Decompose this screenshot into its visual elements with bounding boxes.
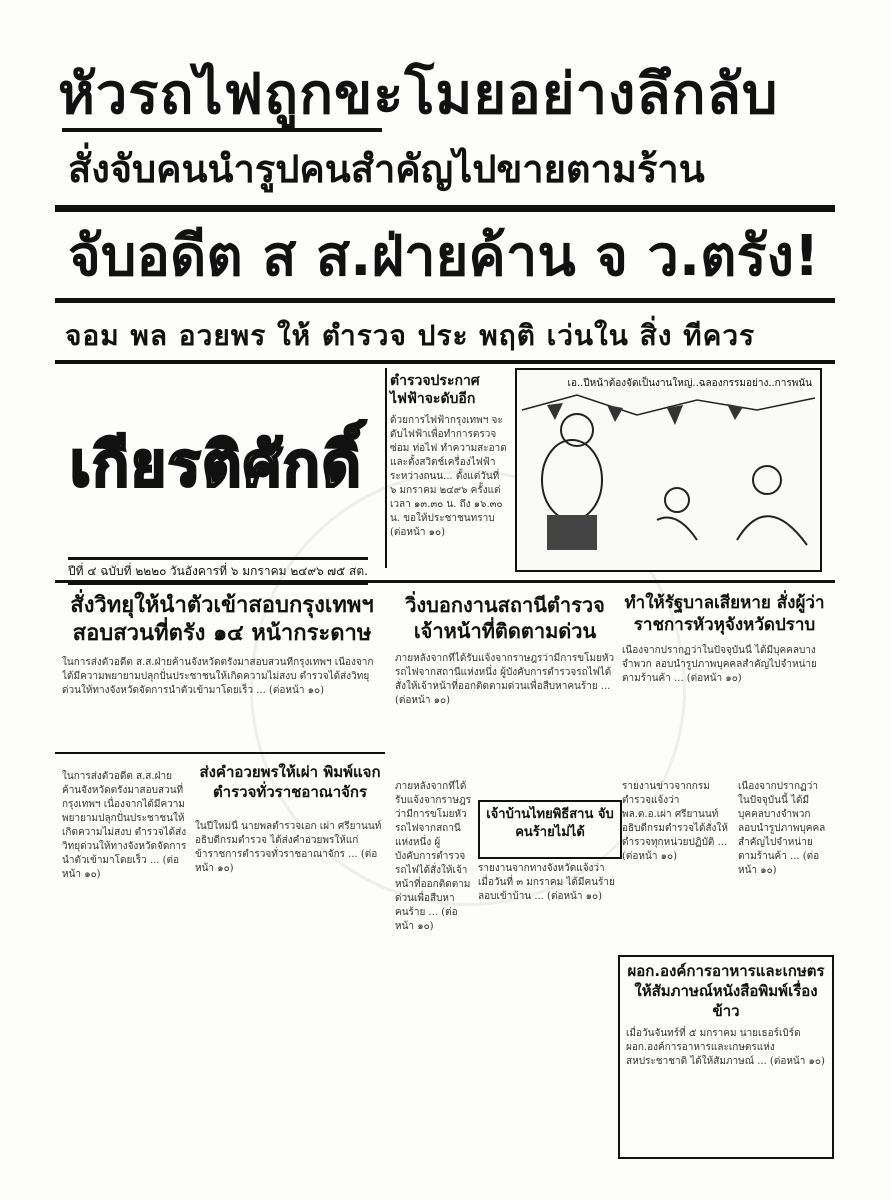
article-text: ภายหลังจากที่ได้รับแจ้งจากราษฎรว่ามีการขโมยหัวรถไฟจากสถานีแห่งหนึ่ง ผู้บังคับการตำรวจรถไฟได้สั่งให้เจ้าหน้าที่ออกติดตามด่วนเพื่อสืบหาคนร้าย ... (ต่อหน้า ๑๐)	[395, 653, 615, 706]
editorial-cartoon	[515, 368, 822, 572]
police-notice-text: ด้วยการไฟฟ้ากรุงเทพฯ จะดับไฟฟ้าเพื่อทำการตรวจซ่อม ท่อไฟ ทำความสะอาดและตั้งสวิตช์เครื่องไฟฟ้า ระหว่างถนน... ตั้งแต่วันที่ ๖ มกราคม ๒๔๙๖ ครั้งแต่เวลา ๑๓.๓๐ น. ถึง ๑๖.๓๐ น. ขอให้ประชาชนทราบ (ต่อหน้า ๑๐)	[390, 415, 507, 538]
article-title: วิ่งบอกงานสถานีตำรวจ เจ้าหน้าที่ติดตามด่วน	[405, 593, 605, 643]
article-governor	[622, 592, 827, 772]
article-trang	[62, 592, 382, 732]
cartoon-caption: เอ..ปีหน้าต้องจัดเป็นงานใหญ่..ฉลองกรรมอย่าง..การพนัน	[567, 378, 812, 389]
article-station	[395, 592, 615, 772]
article-title: สั่งวิทยุให้นำตัวเข้าสอบกรุงเทพฯ สอบสวนที่ตรัง ๑๔ หน้ากระดาษ	[70, 593, 374, 646]
issue-date: วันอังคารที่ ๖ มกราคม ๒๔๙๖	[169, 564, 324, 578]
article-greeting	[195, 762, 385, 822]
police-notice-title: ตำรวจประกาศ ไฟฟ้าจะดับอีก	[390, 373, 480, 407]
article-title: ทำให้รัฐบาลเสียหาย สั่งผู้ว่าราชการหัวหุจังหวัดปราบ	[624, 593, 825, 635]
article-text: ในการส่งตัวอดีต ส.ส.ฝ่ายค้านจังหวัดตรังมาสอบสวนที่กรุงเทพฯ เนื่องจากได้มีความพยายามปลุกปั่นประชาชนให้เกิดความไม่สงบ ตำรวจได้ส่งวิทยุด่วนให้ทางจังหวัดจัดการนำตัวเข้ามาโดยเร็ว ... (ต่อหน้า ๑๐)	[62, 771, 187, 880]
article-title: เจ้าบ้านไทยพิธีสาน จับคนร้ายไม่ได้	[486, 807, 614, 840]
main-headline: หัวรถไฟถูกขะโมยอย่างลึกลับ	[58, 62, 779, 127]
masthead-title: เกียรติศักดิ์	[70, 430, 363, 500]
divider	[55, 205, 835, 212]
article-text: รายงานจากทางจังหวัดแจ้งว่า เมื่อวันที่ ๓ มกราคม ได้มีคนร้ายลอบเข้าบ้าน ... (ต่อหน้า ๑๐)	[478, 863, 615, 902]
divider	[55, 752, 385, 754]
police-notice	[390, 372, 508, 572]
banner-headline: จับอดีต ส ส.ฝ่ายค้าน จ ว.ตรัง!	[68, 224, 820, 289]
divider	[55, 360, 835, 364]
divider	[55, 580, 835, 583]
article-text: ในการส่งตัวอดีต ส.ส.ฝ่ายค้านจังหวัดตรังมาสอบสวนที่กรุงเทพฯ เนื่องจากได้มีความพยายามปลุกปั่นประชาชนให้เกิดความไม่สงบ ตำรวจได้ส่งวิทยุด่วนให้ทางจังหวัดจัดการนำตัวเข้ามาโดยเร็ว ... (ต่อหน้า ๑๐)	[62, 657, 374, 696]
sub-headline: สั่งจับคนนำรูปคนสำคัญไปขายตามร้าน	[68, 147, 705, 191]
article-thief-box	[478, 800, 622, 859]
article-text: เนื่องจากปรากฏว่าในปัจจุบันนี้ ได้มีบุคคลบางจำพวก ลอบนำรูปภาพบุคคลสำคัญไปจำหน่ายตามร้านค้า ... (ต่อหน้า ๑๐)	[622, 645, 817, 684]
article-text: รายงานข่าวจากกรมตำรวจแจ้งว่า พล.ต.อ.เผ่า ศรียานนท์ อธิบดีกรมตำรวจได้สั่งให้ตำรวจทุกหน่วยปฏิบัติ ... (ต่อหน้า ๑๐)	[622, 781, 728, 862]
column-rule	[385, 368, 387, 568]
issue-price: ๗๕ สต.	[327, 564, 368, 578]
issue-number: ปีที่ ๔ ฉบับที่ ๒๒๒๐	[68, 564, 167, 578]
article-text: เมื่อวันจันทร์ที่ ๕ มกราคม นายเธอร์เบิร์ด ผอก.องค์การอาหารและเกษตรแห่งสหประชาชาติ ได้ให้สัมภาษณ์ ... (ต่อหน้า ๑๐)	[626, 1028, 825, 1067]
article-title: ส่งคำอวยพรให้เผ่า พิมพ์แจกตำรวจทั่วราชอาณาจักร	[199, 763, 381, 801]
tagline-headline: จอม พล อวยพร ให้ ตำรวจ ประ พฤติ เว่นใน สิ่ง ทีควร	[65, 319, 756, 352]
article-text: ภายหลังจากที่ได้รับแจ้งจากราษฎรว่ามีการขโมยหัวรถไฟจากสถานีแห่งหนึ่ง ผู้บังคับการตำรวจรถไฟได้สั่งให้เจ้าหน้าที่ออกติดตามด่วนเพื่อสืบหาคนร้าย ... (ต่อหน้า ๑๐)	[395, 781, 472, 932]
masthead	[70, 395, 370, 545]
article-text: เนื่องจากปรากฏว่าในปัจจุบันนี้ ได้มีบุคคลบางจำพวก ลอบนำรูปภาพบุคคลสำคัญไปจำหน่ายตามร้านค้า ... (ต่อหน้า ๑๐)	[738, 781, 826, 876]
headline-underline	[62, 128, 382, 132]
article-fao-box	[618, 955, 834, 1159]
article-title: ผอก.องค์การอาหารและเกษตร ให้สัมภาษณ์หนังสือพิมพ์เรื่องข้าว	[627, 962, 825, 1020]
cartoon-illustration	[517, 370, 820, 570]
divider	[55, 298, 835, 303]
article-text: ในปีใหม่นี้ นายพลตำรวจเอก เผ่า ศรียานนท์ อธิบดีกรมตำรวจ ได้ส่งคำอวยพรให้แก่ข้าราชการตำรวจทั่วราชอาณาจักร ... (ต่อหน้า ๑๐)	[195, 821, 382, 874]
